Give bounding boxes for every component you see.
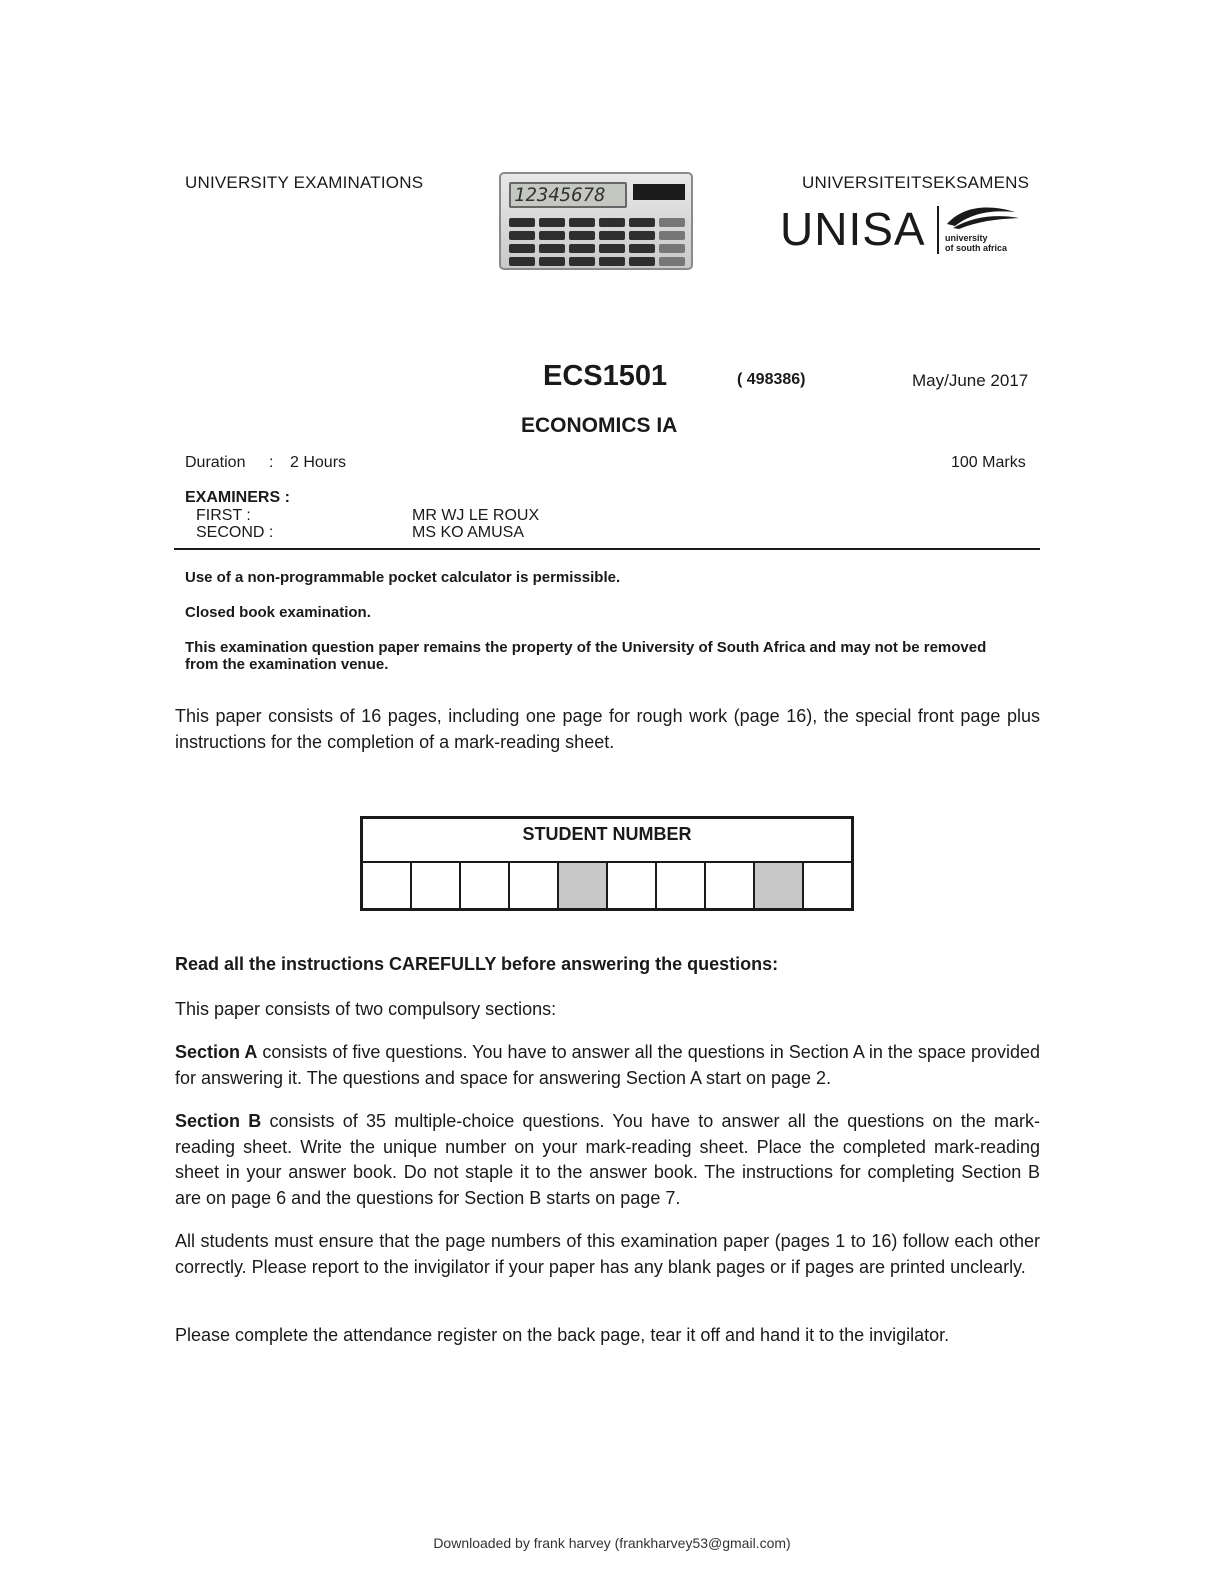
- unisa-logo-subtitle-line2: of south africa: [945, 243, 1008, 253]
- attendance-paragraph: Please complete the attendance register on the back page, tear it off and hand it to the invigilator.: [175, 1325, 950, 1345]
- calculator-icon: [499, 172, 693, 270]
- student-number-box: [360, 816, 854, 911]
- duration-value: 2 Hours: [290, 454, 347, 471]
- unique-number: ( 498386): [737, 371, 806, 388]
- course-code: ECS1501: [543, 360, 668, 392]
- section-b-paragraph: [175, 1109, 1040, 1211]
- instructions-heading: Read all the instructions CAREFULLY before answering the questions:: [175, 954, 779, 974]
- calculator-solar-panel: [633, 184, 685, 200]
- page-check-paragraph: All students must ensure that the page numbers of this examination paper (pages 1 to 16) follow each other correctly. Please report to the invigilator if your paper has any blank pages or if pages are printed unclearly.: [175, 1231, 1040, 1277]
- student-number-cell[interactable]: [461, 863, 510, 908]
- intro-paragraph: This paper consists of 16 pages, including one page for rough work (page 16), the special front page plus instructions for the completion of a mark-reading sheet.: [175, 706, 1040, 752]
- student-number-cell[interactable]: [363, 863, 412, 908]
- header-universiteitseksamens: UNIVERSITEITSEKSAMENS: [802, 173, 1030, 192]
- total-marks: 100 Marks: [951, 454, 1026, 471]
- unisa-logo-word: UNISA: [780, 203, 926, 255]
- student-number-cell[interactable]: [608, 863, 657, 908]
- section-a-text: consists of five questions. You have to answer all the questions in Section A in the space provided for answering it. The questions and space for answering Section A start on page 2.: [175, 1042, 1040, 1088]
- student-number-cell[interactable]: [657, 863, 706, 908]
- header-university-examinations: UNIVERSITY EXAMINATIONS: [185, 173, 424, 192]
- second-examiner-name: MS KO AMUSA: [412, 524, 525, 541]
- unisa-swoosh-icon: [943, 202, 1023, 230]
- second-examiner-label: SECOND :: [196, 524, 274, 541]
- exam-session: May/June 2017: [912, 371, 1029, 390]
- student-number-cell[interactable]: [559, 863, 608, 908]
- section-a-paragraph: [175, 1040, 1040, 1091]
- closed-book-note: Closed book examination.: [185, 604, 371, 621]
- download-footer: Downloaded by frank harvey (frankharvey53@gmail.com): [433, 1535, 791, 1551]
- first-examiner-label: FIRST :: [196, 507, 251, 524]
- property-note: This examination question paper remains the property of the University of South Africa and may not be removed from the examination venue.: [185, 639, 987, 673]
- student-number-title: STUDENT NUMBER: [363, 819, 851, 863]
- section-b-text: consists of 35 multiple-choice questions. You have to answer all the questions on the mark-reading sheet. Write the unique number on your mark-reading sheet. Place the completed mark-reading sheet in your answer book. Do not staple it to the answer book. The instructions for completing Section B are on page 6 and the questions for Section B starts on page 7.: [175, 1111, 1041, 1208]
- subject-title: ECONOMICS IA: [521, 414, 678, 437]
- calculator-note: Use of a non-programmable pocket calculator is permissible.: [185, 569, 621, 586]
- student-number-cell[interactable]: [804, 863, 851, 908]
- student-number-cell[interactable]: [412, 863, 461, 908]
- unisa-logo-subtitle: [945, 233, 1007, 253]
- unisa-logo: [780, 200, 1030, 265]
- calculator-display: 12345678: [509, 182, 627, 208]
- section-a-label: Section A: [175, 1042, 258, 1062]
- duration-separator: :: [269, 454, 274, 471]
- first-examiner-name: MR WJ LE ROUX: [412, 507, 540, 524]
- sections-intro: This paper consists of two compulsory sections:: [175, 999, 557, 1019]
- duration-label: Duration: [185, 454, 246, 471]
- unisa-logo-divider: [937, 206, 939, 254]
- unisa-logo-subtitle-line1: university: [945, 233, 988, 243]
- student-number-cell[interactable]: [510, 863, 559, 908]
- header-divider: [174, 548, 1040, 550]
- section-b-label: Section B: [175, 1111, 262, 1131]
- calculator-keypad: [509, 218, 685, 266]
- student-number-cell[interactable]: [706, 863, 755, 908]
- examiners-heading: EXAMINERS :: [185, 489, 290, 506]
- student-number-cell[interactable]: [755, 863, 804, 908]
- student-number-cells: [363, 863, 851, 908]
